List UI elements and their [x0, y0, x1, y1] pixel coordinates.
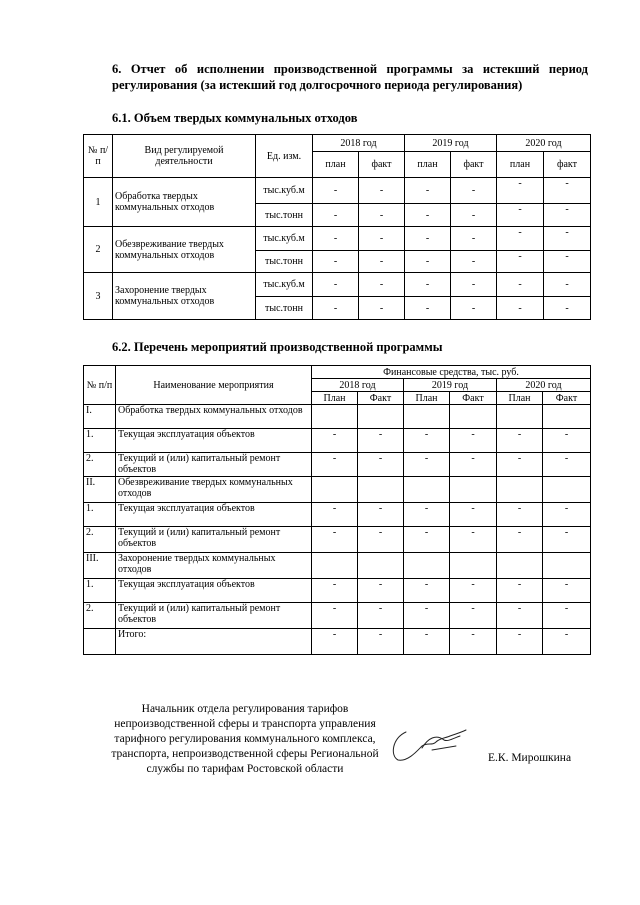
section-6-heading: 6. Отчет об исполнении производственной программы за истекший период регулирования (за истекший год долгосрочного периода регулирования) [112, 62, 588, 92]
table-row [84, 429, 591, 453]
activity-name: Текущая эксплуатация объектов [116, 579, 312, 603]
value-cell: - [358, 629, 404, 655]
unit-cell: тыс.куб.м [256, 273, 313, 297]
activity-name: Текущая эксплуатация объектов [116, 429, 312, 453]
value-cell: - [312, 453, 358, 477]
unit-cell: тыс.куб.м [256, 227, 313, 251]
table-row [84, 527, 591, 553]
value-cell: - [312, 527, 358, 553]
plan-header: План [404, 392, 450, 405]
row-number: 2. [84, 453, 116, 477]
value-cell: - [404, 603, 450, 629]
activity-name: Захоронение твердых коммунальных отходов [116, 553, 312, 579]
signatory-name: Е.К. Мирошкина [488, 752, 572, 764]
value-cell: - [543, 503, 591, 527]
activity-name: Обезвреживание твердых коммунальных отходов [113, 227, 256, 273]
value-cell: - [359, 251, 405, 273]
section-6-2-heading: 6.2. Перечень мероприятий производственной программы [112, 340, 443, 354]
value-cell: - [405, 251, 451, 273]
value-cell: - [450, 503, 497, 527]
table-row [84, 579, 591, 603]
value-cell: - [405, 204, 451, 227]
value-cell: - [543, 453, 591, 477]
value-cell: - [312, 603, 358, 629]
value-cell [312, 477, 358, 503]
activity-name: Текущий и (или) капитальный ремонт объектов [116, 527, 312, 553]
value-cell: - [312, 503, 358, 527]
row-number: 2. [84, 603, 116, 629]
value-cell [312, 405, 358, 429]
total-label: Итого: [116, 629, 312, 655]
value-cell: - [312, 429, 358, 453]
value-cell [497, 477, 543, 503]
row-number: 2. [84, 527, 116, 553]
value-cell: - [497, 603, 543, 629]
row-number: 1. [84, 579, 116, 603]
value-cell [543, 553, 591, 579]
value-cell: - [543, 603, 591, 629]
row-number [84, 629, 116, 655]
plan-header: план [497, 152, 544, 178]
fact-header: Факт [358, 392, 404, 405]
value-cell: - [451, 204, 497, 227]
waste-volume-table [83, 134, 591, 320]
value-cell: - [497, 227, 544, 251]
value-cell: - [497, 503, 543, 527]
program-activities-table [83, 365, 591, 655]
activity-name: Текущий и (или) капитальный ремонт объектов [116, 603, 312, 629]
value-cell [543, 405, 591, 429]
value-cell: - [404, 579, 450, 603]
value-cell: - [312, 579, 358, 603]
value-cell [358, 553, 404, 579]
total-row [84, 629, 591, 655]
value-cell: - [450, 527, 497, 553]
value-cell: - [405, 227, 451, 251]
value-cell: - [450, 603, 497, 629]
row-number: II. [84, 477, 116, 503]
year-header: 2018 год [312, 379, 404, 392]
value-cell: - [451, 251, 497, 273]
activity-name: Текущий и (или) капитальный ремонт объектов [116, 453, 312, 477]
value-cell: - [544, 178, 591, 204]
plan-header: план [405, 152, 451, 178]
year-header: 2020 год [497, 135, 591, 152]
value-cell: - [313, 297, 359, 320]
activity-name: Текущая эксплуатация объектов [116, 503, 312, 527]
year-header: 2020 год [497, 379, 591, 392]
activity-name: Обезвреживание твердых коммунальных отходов [116, 477, 312, 503]
section-6-1-heading: 6.1. Объем твердых коммунальных отходов [112, 111, 358, 125]
value-cell: - [358, 579, 404, 603]
row-number: III. [84, 553, 116, 579]
value-cell: - [404, 629, 450, 655]
value-cell [404, 405, 450, 429]
value-cell: - [543, 429, 591, 453]
value-cell: - [405, 273, 451, 297]
value-cell: - [451, 297, 497, 320]
value-cell: - [543, 629, 591, 655]
table-row [84, 603, 591, 629]
value-cell [497, 553, 543, 579]
value-cell: - [543, 527, 591, 553]
value-cell: - [497, 429, 543, 453]
value-cell: - [313, 178, 359, 204]
value-cell: - [497, 273, 544, 297]
value-cell: - [544, 204, 591, 227]
value-cell [404, 477, 450, 503]
value-cell: - [405, 178, 451, 204]
table-row [84, 273, 591, 297]
unit-cell: тыс.тонн [256, 297, 313, 320]
year-header: 2019 год [404, 379, 497, 392]
value-cell: - [544, 273, 591, 297]
year-header: 2018 год [313, 135, 405, 152]
fact-header: Факт [543, 392, 591, 405]
table-row [84, 453, 591, 477]
col-number-header: № п/п [84, 135, 113, 178]
table-row [84, 405, 591, 429]
value-cell: - [404, 429, 450, 453]
table-row [84, 553, 591, 579]
plan-header: План [312, 392, 358, 405]
value-cell: - [497, 579, 543, 603]
value-cell: - [544, 297, 591, 320]
value-cell: - [359, 204, 405, 227]
value-cell: - [405, 297, 451, 320]
value-cell: - [313, 227, 359, 251]
value-cell: - [497, 178, 544, 204]
row-number: 1 [84, 178, 113, 227]
activity-name: Обработка твердых коммунальных отходов [116, 405, 312, 429]
value-cell: - [359, 227, 405, 251]
value-cell [450, 405, 497, 429]
value-cell [450, 477, 497, 503]
value-cell: - [544, 227, 591, 251]
activity-name: Захоронение твердых коммунальных отходов [113, 273, 256, 320]
value-cell: - [451, 273, 497, 297]
value-cell: - [450, 453, 497, 477]
value-cell [358, 477, 404, 503]
value-cell: - [497, 629, 543, 655]
fact-header: факт [544, 152, 591, 178]
value-cell: - [497, 204, 544, 227]
value-cell: - [359, 178, 405, 204]
row-number: 2 [84, 227, 113, 273]
col-name-header: Наименование мероприятия [116, 366, 312, 405]
plan-header: план [313, 152, 359, 178]
value-cell: - [359, 273, 405, 297]
value-cell: - [358, 503, 404, 527]
row-number: 3 [84, 273, 113, 320]
value-cell: - [313, 204, 359, 227]
row-number: I. [84, 405, 116, 429]
table-row [84, 227, 591, 251]
col-unit-header: Ед. изм. [256, 135, 313, 178]
value-cell: - [358, 527, 404, 553]
value-cell: - [497, 251, 544, 273]
col-number-header: № п/п [84, 366, 116, 405]
signatory-position: Начальник отдела регулирования тарифов непроизводственной сферы и транспорта управления тарифного регулирования коммунального комплекса, транспорта, непроизводственной сферы Региональной службы по тарифам Ростовской области [111, 703, 379, 775]
value-cell: - [450, 579, 497, 603]
handwritten-signature [388, 726, 470, 764]
year-header: 2019 год [405, 135, 497, 152]
value-cell: - [404, 527, 450, 553]
table-row [84, 477, 591, 503]
activity-name: Обработка твердых коммунальных отходов [113, 178, 256, 227]
fact-header: факт [451, 152, 497, 178]
value-cell: - [313, 251, 359, 273]
table-row [84, 178, 591, 204]
value-cell: - [497, 453, 543, 477]
value-cell: - [450, 629, 497, 655]
unit-cell: тыс.тонн [256, 251, 313, 273]
value-cell [543, 477, 591, 503]
unit-cell: тыс.тонн [256, 204, 313, 227]
value-cell: - [497, 527, 543, 553]
fact-header: факт [359, 152, 405, 178]
value-cell: - [312, 629, 358, 655]
row-number: 1. [84, 429, 116, 453]
value-cell [358, 405, 404, 429]
value-cell: - [544, 251, 591, 273]
fact-header: Факт [450, 392, 497, 405]
value-cell: - [404, 453, 450, 477]
value-cell: - [450, 429, 497, 453]
col-activity-header: Вид регулируемой деятельности [113, 135, 256, 178]
value-cell: - [543, 579, 591, 603]
value-cell [497, 405, 543, 429]
value-cell: - [359, 297, 405, 320]
finance-header: Финансовые средства, тыс. руб. [312, 366, 591, 379]
unit-cell: тыс.куб.м [256, 178, 313, 204]
plan-header: План [497, 392, 543, 405]
value-cell: - [451, 227, 497, 251]
value-cell [404, 553, 450, 579]
value-cell: - [313, 273, 359, 297]
value-cell: - [358, 453, 404, 477]
row-number: 1. [84, 503, 116, 527]
value-cell: - [358, 429, 404, 453]
value-cell: - [404, 503, 450, 527]
value-cell [450, 553, 497, 579]
value-cell: - [497, 297, 544, 320]
value-cell: - [358, 603, 404, 629]
value-cell [312, 553, 358, 579]
table-row [84, 503, 591, 527]
value-cell: - [451, 178, 497, 204]
